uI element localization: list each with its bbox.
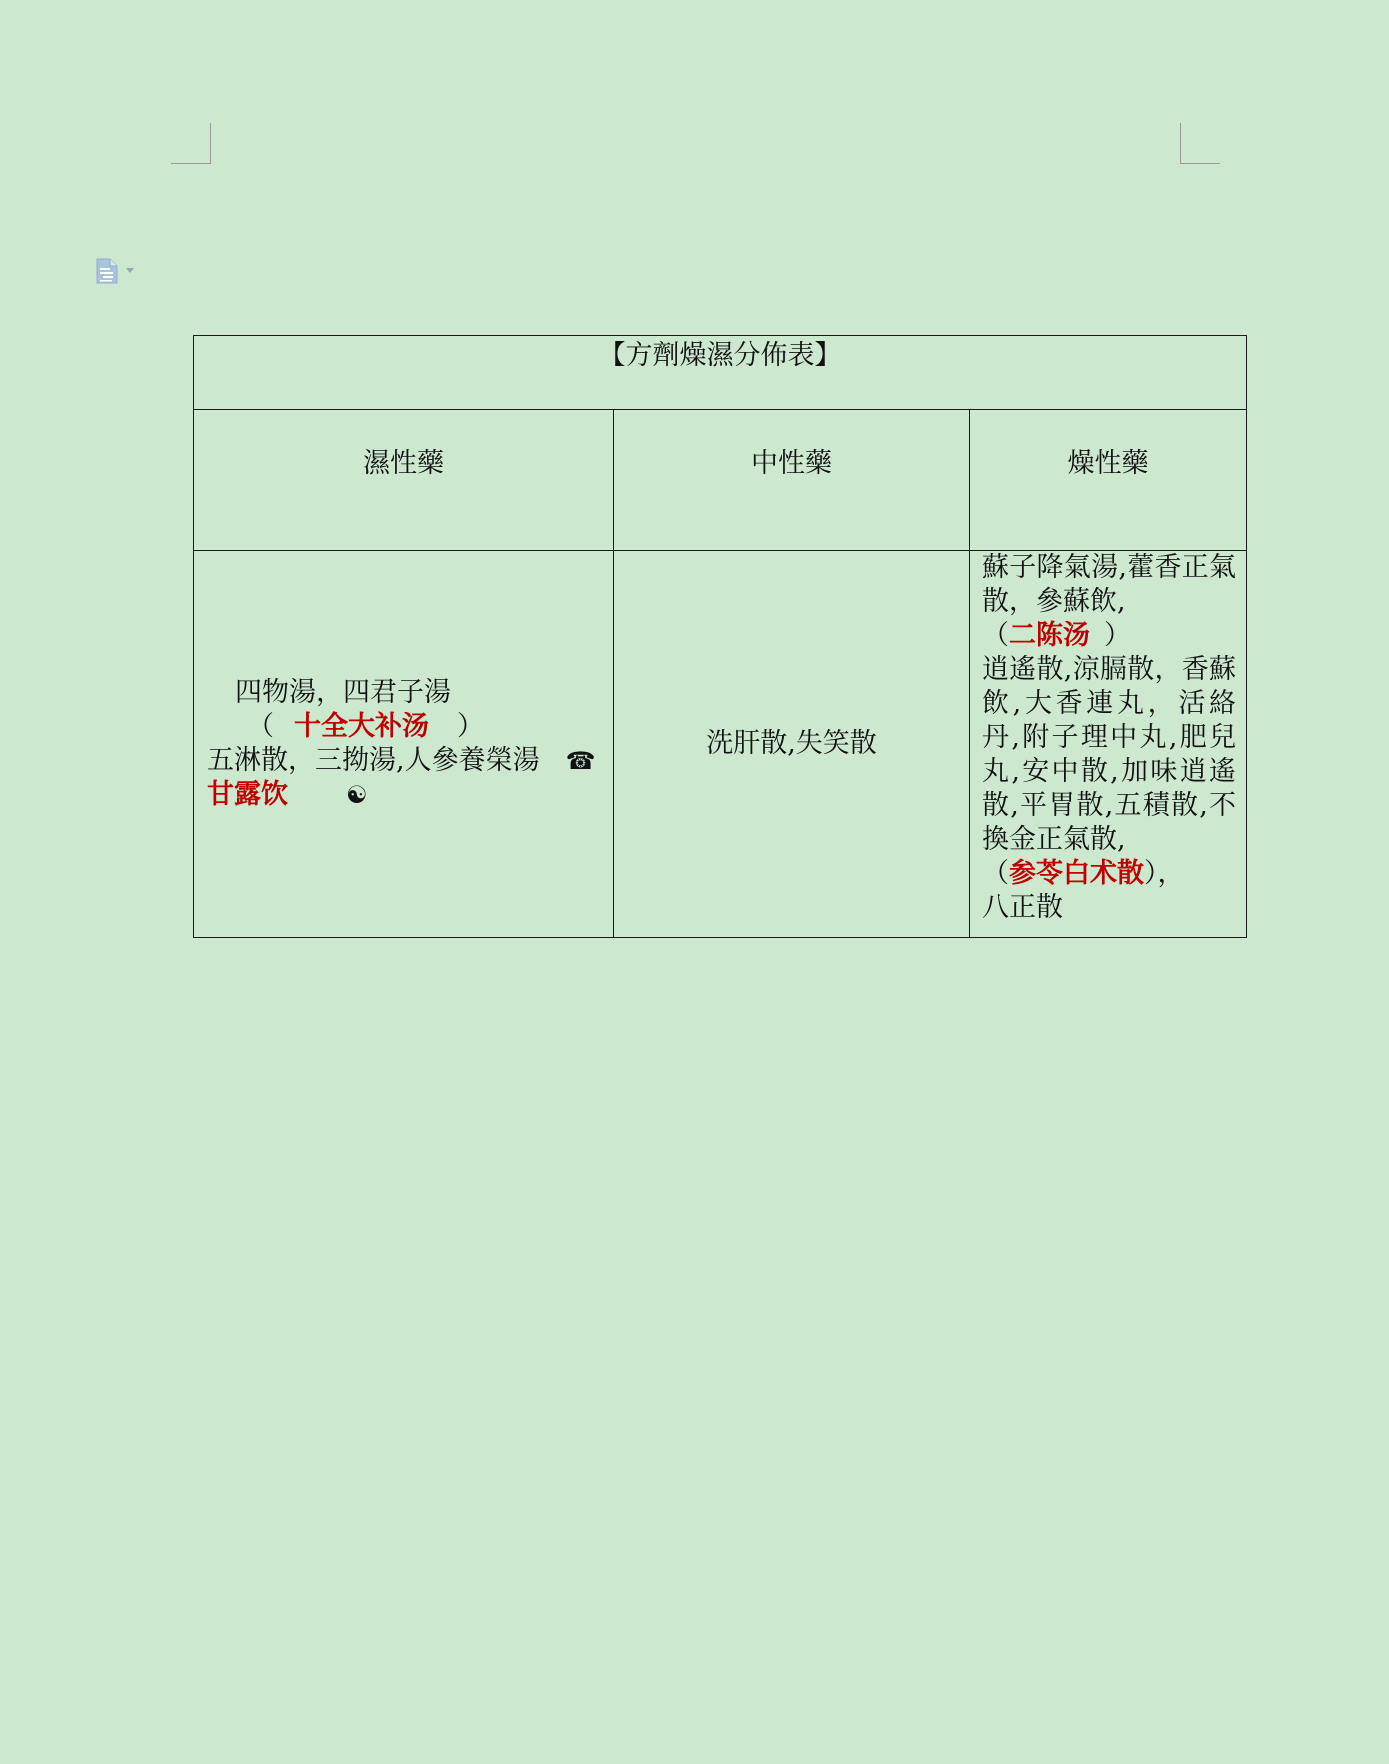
wet-highlight-ganlu-yin: 甘露饮	[207, 779, 288, 810]
table-header-row	[194, 410, 1247, 551]
cell-neutral-formulas	[614, 551, 970, 938]
header-dry-label: 燥性藥	[1067, 448, 1149, 479]
wet-line-4	[207, 778, 613, 812]
dry-paren-close-2: ），	[1144, 858, 1185, 889]
header-dry	[970, 410, 1247, 551]
document-map-button[interactable]	[96, 258, 142, 286]
dry-highlight-erchen-tang: 二陈汤	[1009, 620, 1090, 651]
dry-text-block	[982, 551, 1236, 925]
header-wet	[194, 410, 614, 551]
header-neutral-label: 中性藥	[751, 448, 832, 479]
crop-mark-top-right-vertical	[1180, 123, 1181, 163]
dropdown-arrow-icon[interactable]	[126, 268, 134, 274]
document-map-icon	[96, 258, 118, 284]
yin-yang-icon: ☯	[346, 781, 368, 809]
wet-paren-close: ）	[457, 711, 484, 742]
crop-mark-top-left-vertical	[210, 123, 211, 163]
dry-text-3: 八正散	[982, 892, 1063, 923]
dry-highlight-shenling-baizhu-san: 参苓白术散	[1009, 858, 1144, 889]
crop-mark-top-left-horizontal	[171, 163, 211, 164]
dry-paren-open-1: （	[982, 620, 1009, 651]
cell-wet-formulas	[194, 551, 614, 938]
dry-text-2: 逍遙散,涼膈散，香蘇飲,大香連丸，活絡丹,附子理中丸,肥兒丸,安中散,加味逍遙散,平胃散,五積散,不換金正氣散,	[982, 654, 1237, 855]
wet-line-2	[207, 710, 613, 744]
table-body-row	[194, 551, 1247, 938]
header-neutral	[614, 410, 970, 551]
dry-text-1: 蘇子降氣湯,藿香正氣散，參蘇飲,	[982, 552, 1237, 617]
wet-highlight-shiquan-dabu-tang: 十全大补汤	[294, 711, 429, 742]
dry-paren-open-2: （	[982, 858, 1009, 889]
table-title-row	[194, 336, 1247, 410]
formula-dryness-dampness-table	[193, 335, 1247, 938]
wet-line-3	[207, 744, 613, 778]
dry-paren-close-1: ）	[1104, 620, 1131, 651]
cell-dry-formulas	[970, 551, 1247, 938]
wet-line-1: 四物湯，四君子湯	[235, 677, 451, 708]
neutral-text: 洗肝散,失笑散	[706, 728, 877, 759]
crop-mark-top-right-horizontal	[1180, 163, 1220, 164]
wet-paren-open: （	[247, 711, 274, 742]
wet-line-3-text: 五淋散，三拗湯,人參養榮湯	[207, 745, 540, 776]
header-wet-label: 濕性藥	[363, 448, 444, 479]
telephone-icon: ☎	[565, 747, 596, 775]
table-title: 【方劑燥濕分佈表】	[194, 336, 1247, 410]
